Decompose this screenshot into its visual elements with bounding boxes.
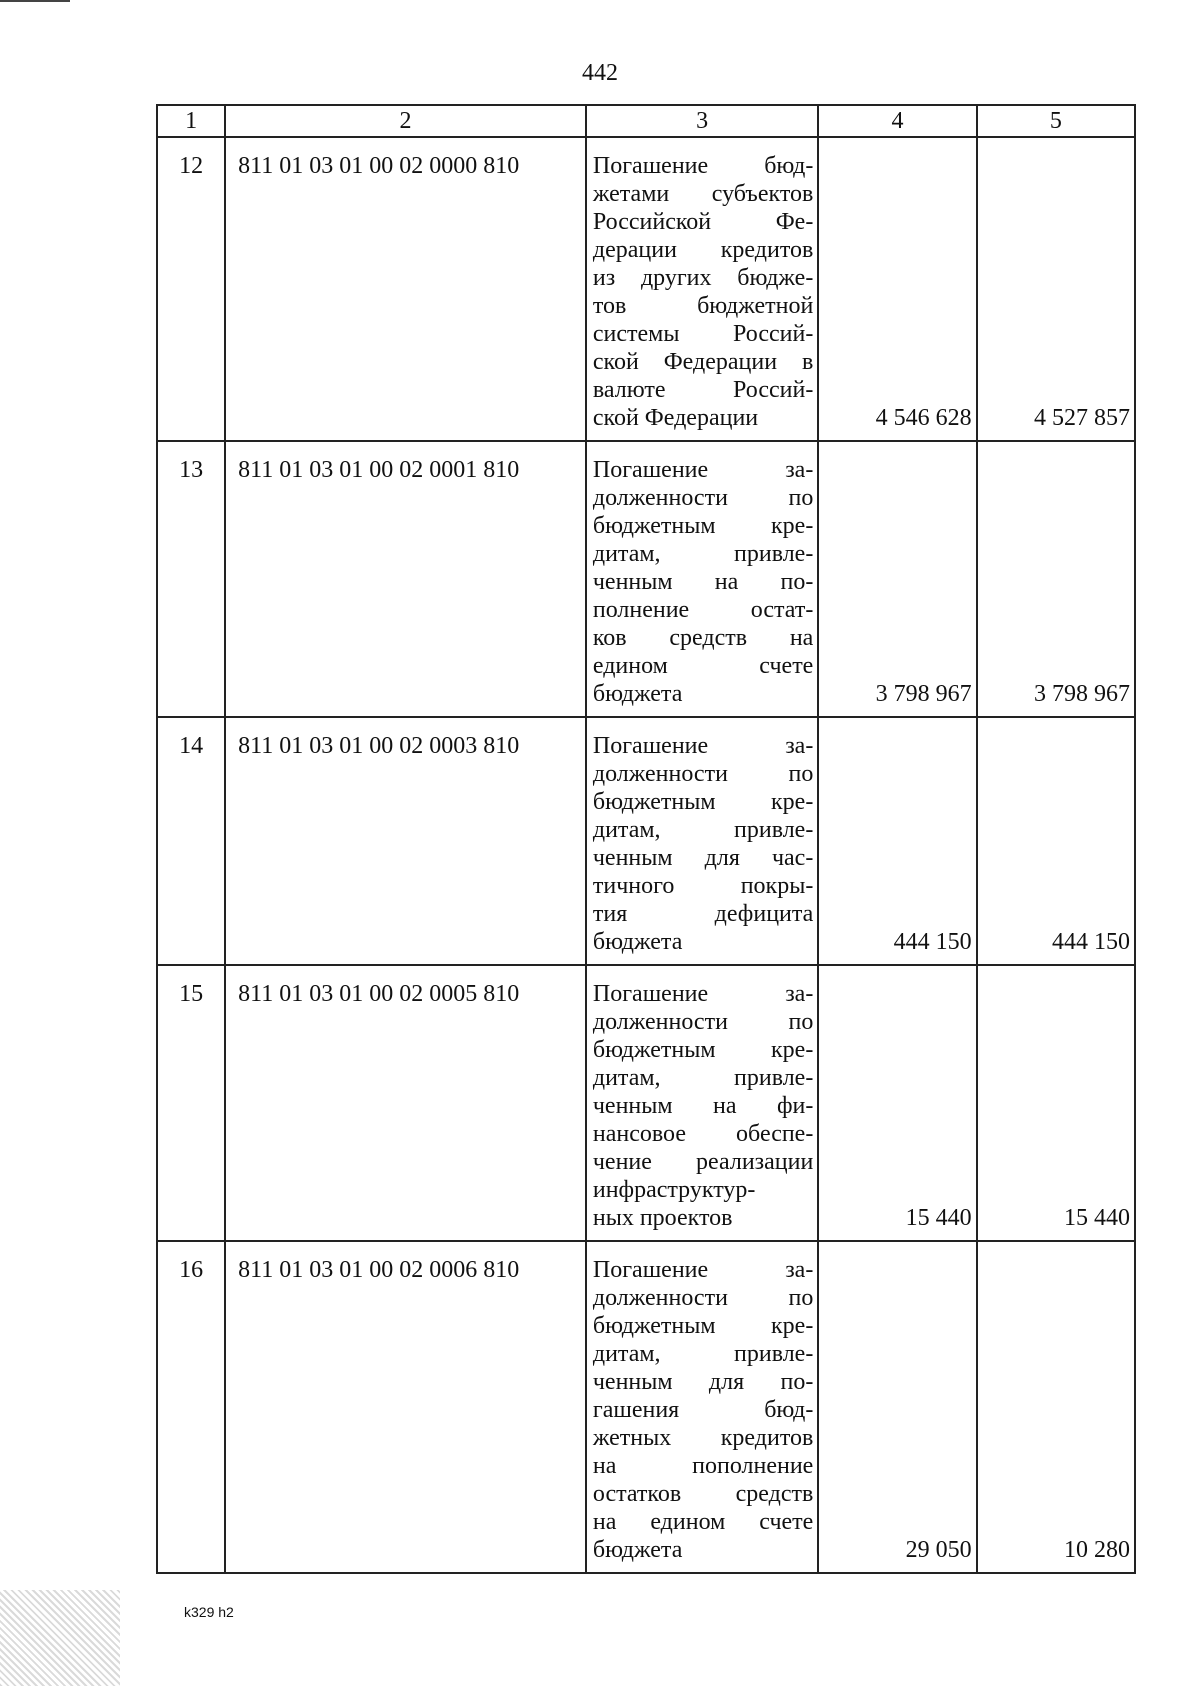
scan-noise-mark — [0, 1590, 120, 1686]
budget-table — [156, 104, 1136, 1574]
description-line: ской Федерации в — [592, 349, 814, 375]
description-line: тов бюджетной — [592, 293, 814, 319]
description-line: ченным на фи- — [592, 1093, 814, 1119]
header-cell-1: 1 — [157, 105, 225, 137]
description-line: на пополнение — [592, 1453, 814, 1479]
description-line: ков средств на — [592, 625, 814, 651]
row-description — [586, 137, 818, 441]
description-line: долженности по — [592, 761, 814, 787]
description-line: бюджета — [592, 929, 683, 955]
amount-col5: 15 440 — [977, 965, 1135, 1241]
description-line: гашения бюд- — [592, 1397, 814, 1423]
description-line: нансовое обеспе- — [592, 1121, 814, 1147]
amount-col4: 4 546 628 — [818, 137, 976, 441]
scan-edge-mark — [0, 0, 70, 2]
table-row — [157, 717, 1135, 965]
description-line: долженности по — [592, 485, 814, 511]
amount-col4: 29 050 — [818, 1241, 976, 1573]
description-line: Погашение за- — [592, 1257, 814, 1283]
description-line: тичного покры- — [592, 873, 814, 899]
description-line: ных проектов — [592, 1205, 733, 1231]
description-line: долженности по — [592, 1009, 814, 1035]
table-row — [157, 1241, 1135, 1573]
row-number: 12 — [157, 137, 225, 441]
description-line: бюджетным кре- — [592, 789, 814, 815]
description-line: бюджетным кре- — [592, 1313, 814, 1339]
budget-code: 811 01 03 01 00 02 0003 810 — [225, 717, 586, 965]
row-description — [586, 965, 818, 1241]
description-line: дитам, привле- — [592, 1065, 814, 1091]
header-cell-5: 5 — [977, 105, 1135, 137]
table-row — [157, 137, 1135, 441]
description-line: инфраструктур- — [592, 1177, 756, 1203]
description-line: тия дефицита — [592, 901, 814, 927]
description-line: валюте Россий- — [592, 377, 814, 403]
amount-col5: 444 150 — [977, 717, 1135, 965]
table-row — [157, 965, 1135, 1241]
description-line: дитам, привле- — [592, 1341, 814, 1367]
row-description — [586, 717, 818, 965]
budget-code: 811 01 03 01 00 02 0006 810 — [225, 1241, 586, 1573]
description-line: Погашение за- — [592, 457, 814, 483]
row-number: 16 — [157, 1241, 225, 1573]
description-line: дитам, привле- — [592, 541, 814, 567]
description-line: ченным для час- — [592, 845, 814, 871]
description-line: на едином счете — [592, 1509, 814, 1535]
description-line: Погашение бюд- — [592, 153, 814, 179]
row-description — [586, 441, 818, 717]
description-line: бюджетным кре- — [592, 513, 814, 539]
page-number: 442 — [582, 60, 618, 86]
amount-col5: 3 798 967 — [977, 441, 1135, 717]
description-line: Погашение за- — [592, 733, 814, 759]
description-line: долженности по — [592, 1285, 814, 1311]
description-line: Российской Фе- — [592, 209, 814, 235]
budget-code: 811 01 03 01 00 02 0001 810 — [225, 441, 586, 717]
description-line: чение реализации — [592, 1149, 814, 1175]
description-line: полнение остат- — [592, 597, 814, 623]
description-line: ченным на по- — [592, 569, 814, 595]
header-cell-4: 4 — [818, 105, 976, 137]
description-line: жетами субъектов — [592, 181, 814, 207]
description-line: Погашение за- — [592, 981, 814, 1007]
footer-doc-code: k329 h2 — [184, 1604, 234, 1620]
row-number: 13 — [157, 441, 225, 717]
description-line: ской Федерации — [592, 405, 759, 431]
amount-col5: 10 280 — [977, 1241, 1135, 1573]
amount-col4: 15 440 — [818, 965, 976, 1241]
header-cell-3: 3 — [586, 105, 818, 137]
row-number: 15 — [157, 965, 225, 1241]
amount-col4: 444 150 — [818, 717, 976, 965]
description-line: системы Россий- — [592, 321, 814, 347]
description-line: ченным для по- — [592, 1369, 814, 1395]
description-line: остатков средств — [592, 1481, 814, 1507]
description-line: бюджета — [592, 681, 683, 707]
row-description — [586, 1241, 818, 1573]
description-line: жетных кредитов — [592, 1425, 814, 1451]
description-line: едином счете — [592, 653, 814, 679]
description-line: бюджета — [592, 1537, 683, 1563]
table-row — [157, 441, 1135, 717]
budget-code: 811 01 03 01 00 02 0000 810 — [225, 137, 586, 441]
budget-code: 811 01 03 01 00 02 0005 810 — [225, 965, 586, 1241]
amount-col4: 3 798 967 — [818, 441, 976, 717]
header-cell-2: 2 — [225, 105, 586, 137]
table-body — [157, 137, 1135, 1573]
description-line: дитам, привле- — [592, 817, 814, 843]
description-line: бюджетным кре- — [592, 1037, 814, 1063]
row-number: 14 — [157, 717, 225, 965]
description-line: из других бюдже- — [592, 265, 814, 291]
description-line: дерации кредитов — [592, 237, 814, 263]
amount-col5: 4 527 857 — [977, 137, 1135, 441]
header-row — [157, 105, 1135, 137]
